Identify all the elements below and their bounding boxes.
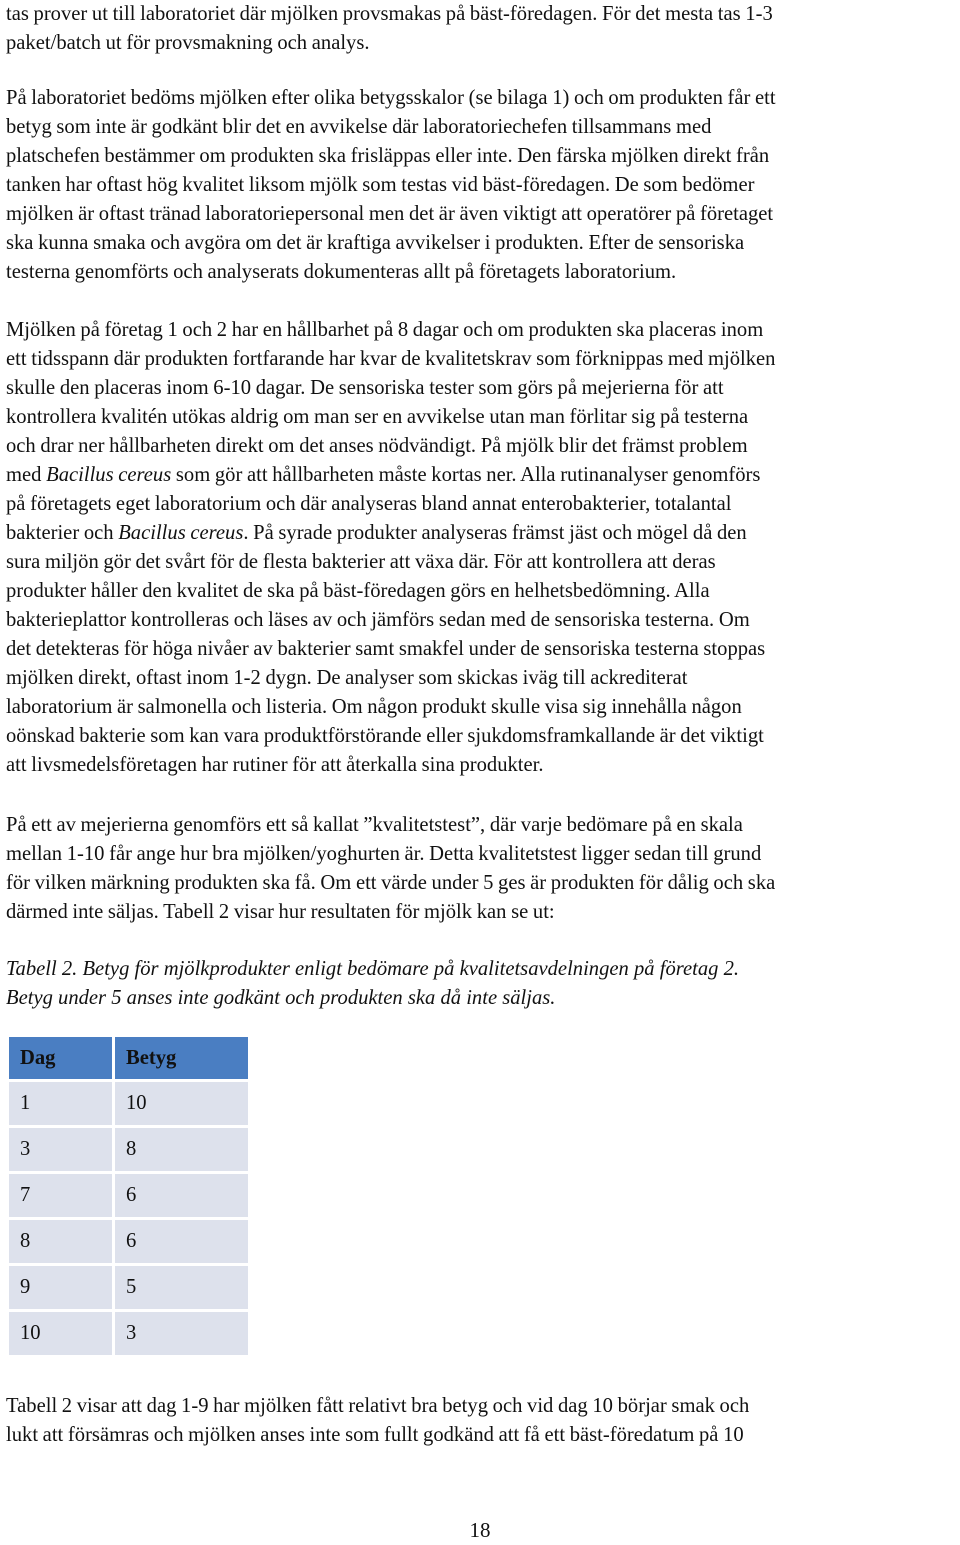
species-name: Bacillus cereus — [46, 464, 172, 486]
table-cell-day: 10 — [9, 1312, 112, 1355]
paragraph-intro — [6, 0, 958, 58]
text-line: platschefen bestämmer om produkten ska frisläppas eller inte. Den färska mjölken direkt från — [6, 145, 770, 167]
table-cell-day: 1 — [9, 1082, 112, 1125]
text-fragment: som gör att hållbarheten måste kortas ner. Alla rutinanalyser genomförs — [171, 464, 761, 486]
text-line: mjölken är oftast tränad laboratoriepersonal men det är även viktigt att operatörer på företaget — [6, 203, 774, 225]
table-cell-grade: 6 — [115, 1220, 248, 1263]
text-line: bakterieplattor kontrolleras och läses av och jämförs sedan med de sensoriska testerna. Om — [6, 609, 750, 631]
text-line: produkter håller den kvalitet de ska på bäst-föredagen görs en helhetsbedömning. Alla — [6, 580, 710, 602]
paragraph-shelf-life — [6, 316, 958, 780]
text-line: laboratorium är salmonella och listeria. Om någon produkt skulle visa sig innehålla någon — [6, 696, 742, 718]
text-line: betyg som inte är godkänt blir det en avvikelse där laboratoriechefen tillsammans med — [6, 116, 712, 138]
table-cell-day: 3 — [9, 1128, 112, 1171]
species-name: Bacillus cereus — [118, 522, 244, 544]
text-line: mellan 1-10 får ange hur bra mjölken/yoghurten är. Detta kvalitetstest ligger sedan till grund — [6, 843, 762, 865]
table-row — [9, 1266, 248, 1309]
table-cell-day: 9 — [9, 1266, 112, 1309]
text-line: ska kunna smaka och avgöra om det är kraftiga avvikelser i produkten. Efter de sensoriska — [6, 232, 745, 254]
text-line: kontrollera kvalitén utökas aldrig om man ser en avvikelse utan man förlitar sig på testerna — [6, 406, 749, 428]
text-line: mjölken direkt, oftast inom 1-2 dygn. De analyser som skickas iväg till ackrediterat — [6, 667, 688, 689]
paragraph-table-summary — [6, 1392, 958, 1450]
text-line: på företagets eget laboratorium och där analyseras bland annat enterobakterier, totalantal — [6, 493, 732, 515]
table-row — [9, 1312, 248, 1355]
table-row — [9, 1174, 248, 1217]
text-fragment: med — [6, 464, 47, 486]
text-line — [6, 519, 958, 548]
column-header-grade: Betyg — [115, 1037, 248, 1079]
table-row — [9, 1220, 248, 1263]
table-cell-grade: 10 — [115, 1082, 248, 1125]
text-line: sura miljön gör det svårt för de flesta bakterier att växa där. För att kontrollera att deras — [6, 551, 716, 573]
text-line: testerna genomförts och analyserats dokumenteras allt på företagets laboratorium. — [6, 261, 677, 283]
table-caption — [6, 955, 958, 1013]
text-line: Tabell 2 visar att dag 1-9 har mjölken fått relativt bra betyg och vid dag 10 börjar smak och — [6, 1395, 750, 1417]
table-cell-day: 8 — [9, 1220, 112, 1263]
text-line: ett tidsspann där produkten fortfarande har kvar de kvalitetskrav som förknippas med mjölken — [6, 348, 776, 370]
text-line: På laboratoriet bedöms mjölken efter olika betygsskalor (se bilaga 1) och om produkten får ett — [6, 87, 776, 109]
text-line: oönskad bakterie som kan vara produktförstörande eller sjukdomsframkallande är det viktigt — [6, 725, 764, 747]
paragraph-laboratory — [6, 84, 958, 287]
text-line: därmed inte säljas. Tabell 2 visar hur resultaten för mjölk kan se ut: — [6, 901, 555, 923]
table-cell-grade: 5 — [115, 1266, 248, 1309]
table-cell-day: 7 — [9, 1174, 112, 1217]
text-line: lukt att försämras och mjölken anses inte som fullt godkänd att få ett bäst-föredatum på 10 — [6, 1424, 744, 1446]
paragraph-quality-test — [6, 811, 958, 927]
text-line: tanken har oftast hög kvalitet liksom mjölk som testas vid bäst-föredagen. De som bedömer — [6, 174, 755, 196]
table-cell-grade: 3 — [115, 1312, 248, 1355]
text-line: På ett av mejerierna genomförs ett så kallat ”kvalitetstest”, där varje bedömare på en skala — [6, 814, 743, 836]
text-line — [6, 461, 958, 490]
column-header-day: Dag — [9, 1037, 112, 1079]
table-cell-grade: 8 — [115, 1128, 248, 1171]
text-line: att livsmedelsföretagen har rutiner för att återkalla sina produkter. — [6, 754, 544, 776]
text-line: skulle den placeras inom 6-10 dagar. De sensoriska tester som görs på mejerierna för att — [6, 377, 724, 399]
text-line: och drar ner hållbarheten direkt om det anses nödvändigt. På mjölk blir det främst problem — [6, 435, 748, 457]
text-line: Mjölken på företag 1 och 2 har en hållbarhet på 8 dagar och om produkten ska placeras inom — [6, 319, 764, 341]
text-line: för vilken märkning produkten ska få. Om ett värde under 5 ges är produkten för dålig och ska — [6, 872, 776, 894]
table-row — [9, 1128, 248, 1171]
text-fragment: bakterier och — [6, 522, 119, 544]
grade-table — [6, 1034, 251, 1358]
text-line: tas prover ut till laboratoriet där mjölken provsmakas på bäst-föredagen. För det mesta tas 1-3 — [6, 3, 773, 25]
table-row — [9, 1082, 248, 1125]
caption-line: Betyg under 5 anses inte godkänt och produkten ska då inte säljas. — [6, 987, 556, 1009]
table-header-row — [9, 1037, 248, 1079]
page-number: 18 — [469, 1518, 491, 1542]
text-line: paket/batch ut för provsmakning och analys. — [6, 32, 370, 54]
text-fragment: . På syrade produkter analyseras främst jäst och mögel då den — [243, 522, 747, 544]
text-line: det detekteras för höga nivåer av bakterier samt smakfel under de sensoriska testerna stoppas — [6, 638, 766, 660]
table-cell-grade: 6 — [115, 1174, 248, 1217]
caption-line: Tabell 2. Betyg för mjölkprodukter enligt bedömare på kvalitetsavdelningen på företag 2. — [6, 958, 740, 980]
